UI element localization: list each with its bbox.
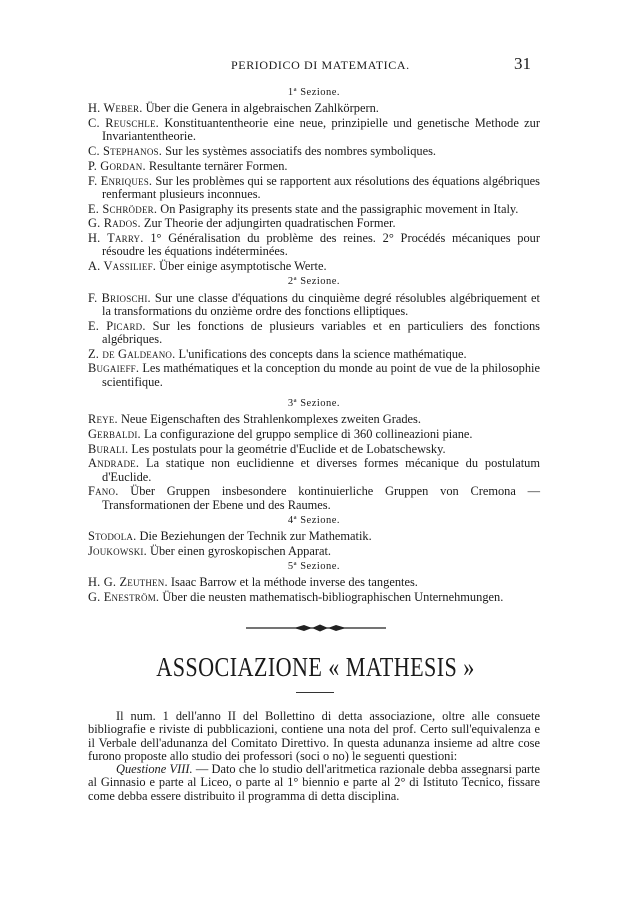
entry-author: C. Stephanos.	[88, 144, 163, 158]
entry	[88, 545, 540, 558]
entry-title: L'unifications des concepts dans la science mathématique.	[175, 346, 467, 361]
entry-title: On Pasigraphy its presents state and the passigraphic movement in Italy.	[157, 201, 519, 216]
section-3	[88, 397, 540, 512]
ornamental-divider	[246, 624, 386, 632]
entry-title: 1° Généralisation du problème des reines. 2° Procédés mécaniques pour résoudre les équations indéterminées.	[102, 231, 540, 259]
title-rule	[296, 692, 334, 693]
entry	[88, 145, 540, 158]
entry-author: C. Reuschle.	[88, 116, 159, 130]
article-body	[88, 710, 540, 803]
entry	[88, 175, 540, 201]
entry	[88, 203, 540, 216]
entry-author: P. Gordan.	[88, 158, 146, 173]
entry	[88, 576, 540, 589]
entry-author: Bugaieff.	[88, 361, 140, 376]
entry-author: H. Weber.	[88, 101, 143, 116]
entry-title: Sur les systèmes associatifs des nombres symboliques.	[162, 144, 437, 158]
entry	[88, 348, 540, 361]
entry	[88, 117, 540, 143]
entry	[88, 443, 540, 456]
entry-author: F. Enriques.	[88, 173, 153, 188]
entry	[88, 362, 540, 388]
entry-title: Sur les fonctions de plusieurs variables et en particuliers des fonctions algébriques.	[102, 318, 540, 346]
entry-author: Andrade.	[88, 456, 140, 471]
entry	[88, 102, 540, 115]
entry	[88, 457, 540, 483]
entry-title: Resultante ternärer Formen.	[145, 158, 288, 173]
entry-author: Joukowski.	[88, 543, 147, 558]
entry	[88, 232, 540, 258]
entry-author: E. Schröder.	[88, 201, 158, 216]
entry-title: Über Gruppen insbesondere kontinuierliche Gruppen von Cremona — Transformationen der Ebene und des Raumes.	[102, 484, 540, 512]
entry-title: La configurazione del gruppo semplice di 360 collineazioni piane.	[140, 426, 473, 441]
congress-sections	[88, 84, 540, 606]
entry-author: E. Picard.	[88, 318, 146, 333]
entry	[88, 530, 540, 543]
entry-title: Über die Genera in algebraischen Zahlkörpern.	[142, 101, 379, 116]
entry-title: Les postulats pour la geométrie d'Euclide et de Lobatschewsky.	[128, 441, 446, 456]
entry-author: H. Tarry.	[88, 231, 144, 246]
entry-author: G. Eneström.	[88, 590, 160, 604]
section-heading: 1ª Sezione.	[287, 87, 341, 98]
question-text: — Dato che lo studio dell'aritmetica razionale debba assegnarsi parte al Ginnasio e parte al Liceo, o parte al 1° biennio e parte al 2° di Istituto Tecnico, fissare come debba essere distribuito il programma di detta disciplina.	[88, 762, 540, 803]
entry-author: Gerbaldi.	[88, 426, 141, 441]
section-heading: 3ª Sezione.	[287, 397, 341, 409]
section-heading: 4ª Sezione.	[287, 514, 341, 526]
entry-author: H. G. Zeuthen.	[88, 575, 168, 590]
entry	[88, 428, 540, 441]
entry-title: Über die neusten mathematisch-bibliographischen Unternehmungen.	[159, 590, 504, 604]
section-4	[88, 514, 540, 558]
section-1	[88, 86, 540, 273]
entry-title: Neue Eigenschaften des Strahlenkomplexes zweiten Grades.	[117, 412, 421, 426]
running-head	[0, 54, 631, 80]
entry-title: Sur les problèmes qui se rapportent aux résolutions des équations algébriques renfermant plusieurs inconnues.	[102, 173, 541, 201]
entry-author: Z. de Galdeano.	[88, 346, 176, 361]
entry-title: Isaac Barrow et la méthode inverse des tangentes.	[167, 575, 418, 590]
entry-author: Stodola.	[88, 529, 137, 543]
entry-title: Les mathématiques et la conception du monde au point de vue de la philosophie scientifique.	[102, 361, 540, 389]
entry-title: Zur Theorie der adjungirten quadratischen Former.	[140, 216, 396, 231]
page-number: 31	[514, 54, 531, 73]
entry-title: Sur une classe d'équations du cinquième degré résolubles algébriquement et la transformations du onzième ordre des fonctions elliptiques.	[102, 290, 540, 318]
entry-author: Fano.	[88, 484, 119, 499]
entry	[88, 320, 540, 346]
section-heading: 2ª Sezione.	[287, 276, 341, 288]
entry-author: Burali.	[88, 441, 129, 456]
question-label: Questione VIII.	[116, 762, 193, 777]
section-heading: 5ª Sezione.	[287, 561, 341, 572]
entry	[88, 413, 540, 426]
entry-title: Konstituantentheorie eine neue, prinzipielle und genetische Methode zur Invariantentheorie.	[102, 116, 540, 144]
article-title: ASSOCIAZIONE « MATHESIS »	[156, 652, 475, 682]
body-paragraph: Il num. 1 dell'anno II del Bollettino di detta associazione, oltre alle consuete bibliografie e riviste di pubblicazioni, contiene una nota del prof. Certo sull'equivalenza e il Verbale dell'adunanza del Comitato Direttivo. In questa adunanza insieme ad altre cose furono proposte allo studio dei professori (soci o no) le seguenti questioni:	[88, 709, 540, 763]
entry	[88, 217, 540, 230]
entry-author: Reye.	[88, 412, 118, 426]
entry	[88, 260, 540, 273]
question-paragraph	[88, 763, 540, 803]
entry-title: Über einen gyroskopischen Apparat.	[146, 543, 332, 558]
entry-author: G. Rados.	[88, 216, 141, 231]
entry	[88, 292, 540, 318]
section-5	[88, 560, 540, 604]
entry	[88, 160, 540, 173]
section-2	[88, 275, 540, 388]
entry-author: F. Brioschi.	[88, 290, 151, 305]
entry-title: Über einige asymptotische Werte.	[156, 259, 327, 274]
entry	[88, 591, 540, 604]
entry	[88, 485, 540, 511]
entry-title: La statique non euclidienne et diverses formes mécanique du postulatum d'Euclide.	[102, 456, 540, 484]
entry-title: Die Beziehungen der Technik zur Mathematik.	[136, 529, 372, 543]
entry-author: A. Vassilief.	[88, 259, 157, 274]
running-title: PERIODICO DI MATEMATICA.	[231, 58, 410, 72]
